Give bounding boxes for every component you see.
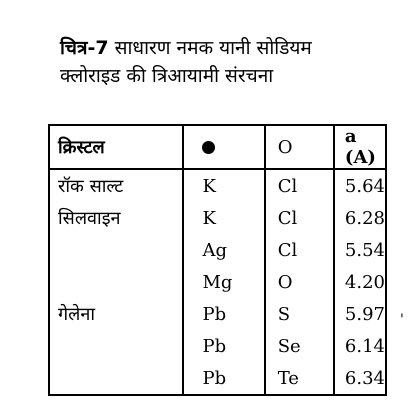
cell-lattice: 4.20 <box>344 271 385 293</box>
cell-lattice: 5.54 <box>344 239 385 261</box>
cell-anion: Cl <box>265 169 334 202</box>
table-row <box>49 234 386 266</box>
cell-anion: O <box>265 266 334 298</box>
table-row <box>49 202 386 234</box>
cell-cation: Mg <box>183 266 264 298</box>
margin-mark: ' <box>400 312 404 328</box>
cell-lattice: 5.64 <box>344 175 385 197</box>
cell-crystal: गेलेना <box>49 298 183 330</box>
cut-off-text-fragment <box>82 404 182 414</box>
cell-cation: K <box>183 202 264 234</box>
figure-caption <box>60 34 390 90</box>
figure-label: चित्र-7 <box>60 37 109 59</box>
table-row <box>49 298 386 330</box>
table-row <box>49 169 386 202</box>
cell-cation: Pb <box>183 330 264 362</box>
cell-lattice: 5.97 <box>344 303 385 325</box>
cell-crystal <box>49 234 183 266</box>
cell-crystal <box>49 330 183 362</box>
cell-lattice: 6.28 <box>344 207 385 229</box>
cell-crystal: सिलवाइन <box>49 202 183 234</box>
table-row <box>49 266 386 298</box>
cell-crystal: रॉक साल्ट <box>49 169 183 202</box>
header-cation <box>183 125 264 169</box>
cell-cation: Ag <box>183 234 264 266</box>
filled-circle-icon <box>202 141 215 154</box>
table-header-row <box>49 125 386 169</box>
cell-anion: Te <box>265 362 334 395</box>
cell-cation: Pb <box>183 298 264 330</box>
table-row <box>49 330 386 362</box>
table-row <box>49 362 386 395</box>
cell-lattice: 6.14 <box>344 335 385 357</box>
caption-line-1 <box>60 34 390 62</box>
cell-crystal <box>49 362 183 395</box>
caption-text-1: साधारण नमक यानी सोडियम <box>114 37 312 59</box>
cell-anion: Se <box>265 330 334 362</box>
cell-crystal <box>49 266 183 298</box>
crystal-table <box>48 124 387 396</box>
cell-lattice: 6.34 <box>344 367 385 389</box>
header-lattice-constant: a (A) <box>334 125 386 169</box>
header-anion: O <box>265 125 334 169</box>
caption-text-2: क्लोराइड की त्रिआयामी संरचना <box>60 65 274 87</box>
cell-cation: K <box>183 169 264 202</box>
cell-anion: S <box>265 298 334 330</box>
cell-cation: Pb <box>183 362 264 395</box>
cell-anion: Cl <box>265 234 334 266</box>
header-crystal: क्रिस्टल <box>49 125 183 169</box>
cell-anion: Cl <box>265 202 334 234</box>
